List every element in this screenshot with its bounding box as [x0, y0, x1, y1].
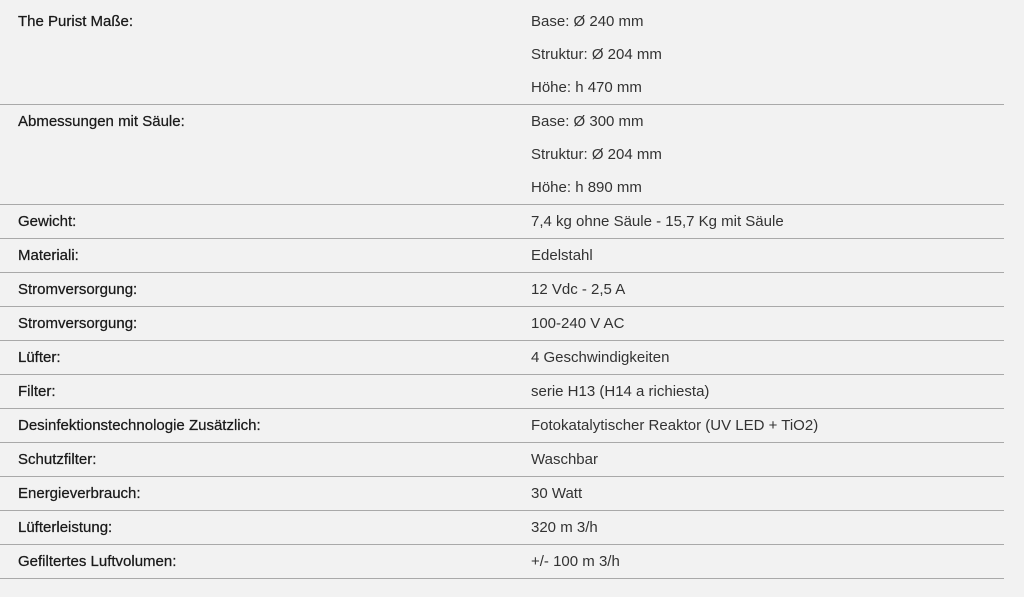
spec-values: [531, 545, 1004, 578]
spec-values: [531, 443, 1004, 476]
spec-label: Lüfterleistung:: [18, 519, 113, 536]
spec-value: Base: Ø 300 mm: [531, 113, 644, 130]
spec-value: Höhe: h 890 mm: [531, 179, 642, 196]
spec-label: Stromversorgung:: [18, 315, 138, 332]
spec-values: [531, 375, 1004, 408]
spec-row-power-supply-dc: [0, 273, 1004, 307]
spec-values: [531, 477, 1004, 510]
spec-row-energy-consumption: [0, 477, 1004, 511]
spec-row-disinfection-technology: [0, 409, 1004, 443]
spec-value: Höhe: h 470 mm: [531, 79, 642, 96]
spec-row-filter: [0, 375, 1004, 409]
spec-value: 12 Vdc - 2,5 A: [531, 281, 626, 298]
spec-values: [531, 5, 1004, 104]
spec-value: Fotokatalytischer Reaktor (UV LED + TiO2): [531, 417, 819, 434]
spec-row-filtered-air-volume: [0, 545, 1004, 579]
spec-values: [531, 341, 1004, 374]
spec-values: [531, 205, 1004, 238]
spec-value: Waschbar: [531, 451, 598, 468]
spec-value: 320 m 3/h: [531, 519, 598, 536]
spec-value: 30 Watt: [531, 485, 583, 502]
spec-label: Schutzfilter:: [18, 451, 97, 468]
spec-value: Base: Ø 240 mm: [531, 13, 644, 30]
spec-label: Stromversorgung:: [18, 281, 138, 298]
spec-value: 4 Geschwindigkeiten: [531, 349, 670, 366]
spec-value: Struktur: Ø 204 mm: [531, 46, 662, 63]
spec-label: Desinfektionstechnologie Zusätzlich:: [18, 417, 261, 434]
spec-value: 7,4 kg ohne Säule - 15,7 Kg mit Säule: [531, 213, 784, 230]
spec-value: +/- 100 m 3/h: [531, 553, 620, 570]
spec-label: Gewicht:: [18, 213, 77, 230]
spec-row-weight: [0, 205, 1004, 239]
spec-row-fan-capacity: [0, 511, 1004, 545]
spec-value: 100-240 V AC: [531, 315, 625, 332]
spec-values: [531, 105, 1004, 204]
spec-label: Abmessungen mit Säule:: [18, 113, 185, 130]
spec-label: Materiali:: [18, 247, 79, 264]
spec-label: Lüfter:: [18, 349, 61, 366]
spec-row-purist-dimensions: [0, 5, 1004, 105]
spec-values: [531, 307, 1004, 340]
specifications-table: [0, 5, 1004, 579]
spec-row-power-supply-ac: [0, 307, 1004, 341]
spec-row-protective-filter: [0, 443, 1004, 477]
spec-label: The Purist Maße:: [18, 13, 134, 30]
spec-row-fan: [0, 341, 1004, 375]
spec-value: Struktur: Ø 204 mm: [531, 146, 662, 163]
spec-values: [531, 239, 1004, 272]
spec-value: serie H13 (H14 a richiesta): [531, 383, 710, 400]
spec-values: [531, 409, 1004, 442]
spec-row-dimensions-with-column: [0, 105, 1004, 205]
spec-values: [531, 511, 1004, 544]
spec-label: Filter:: [18, 383, 56, 400]
spec-values: [531, 273, 1004, 306]
spec-row-material: [0, 239, 1004, 273]
spec-value: Edelstahl: [531, 247, 593, 264]
spec-label: Gefiltertes Luftvolumen:: [18, 553, 177, 570]
spec-label: Energieverbrauch:: [18, 485, 141, 502]
